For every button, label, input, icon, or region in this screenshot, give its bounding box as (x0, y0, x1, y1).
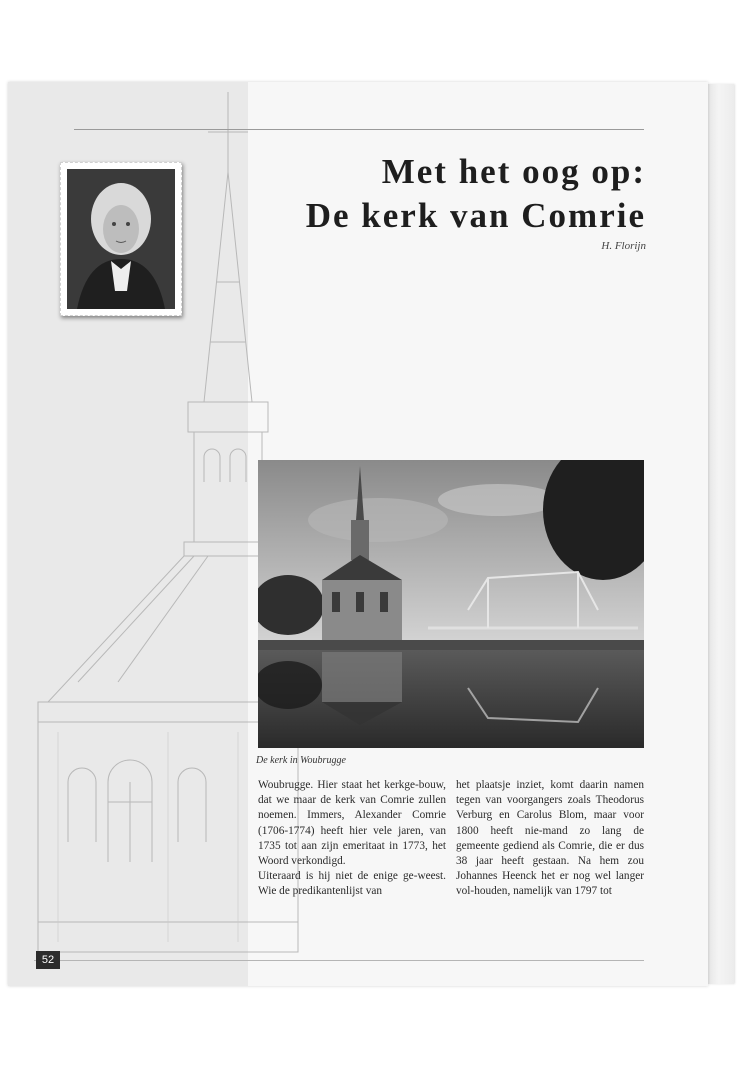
body-column-1 (258, 778, 446, 900)
body-column-2 (456, 778, 644, 900)
paragraph: Uiteraard is hij niet de enige ge-weest. Wie de predikantenlijst van (258, 870, 446, 898)
title-line-1: Met het oog op: (381, 152, 646, 191)
photo-caption: De kerk in Woubrugge (256, 755, 346, 766)
author-name: H. Florijn (601, 240, 646, 252)
page-edge (708, 84, 734, 984)
paragraph: het plaatsje inziet, komt daarin namen tegen van voorgangers zoals Theodorus Verburg en Carolus Blom, maar voor 1800 heeft nie-mand zo lang de gemeente gediend als Comrie, die er dus 38 jaar heeft gestaan. Na hem zou Johannes Heenck het er nog wel langer vol-houden, namelijk van 1797 tot (456, 779, 644, 898)
page-number: 52 (36, 951, 60, 969)
title-line-2: De kerk van Comrie (305, 196, 646, 235)
magazine-page (8, 82, 708, 986)
church-photo (258, 460, 644, 748)
top-rule (74, 129, 644, 130)
paragraph: Woubrugge. Hier staat het kerkge-bouw, dat we maar de kerk van Comrie zullen noemen. Immers, Alexander Comrie (1706-1774) heeft hier vele jaren, van 1735 tot aan zijn emeritaat in 1773, het Woord verkondigd. (258, 779, 446, 868)
portrait-photo (60, 162, 182, 316)
article-title (216, 150, 646, 238)
bottom-rule (34, 960, 644, 961)
